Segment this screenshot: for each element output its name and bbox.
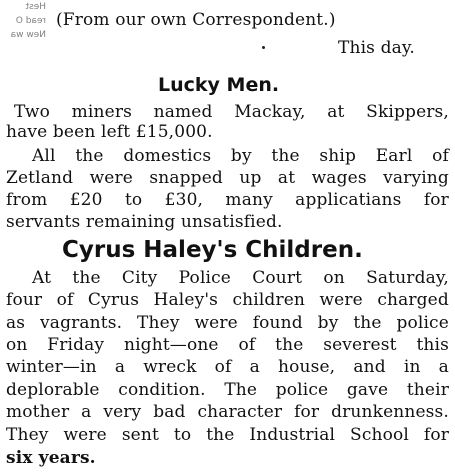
story-heading-cyrus-haleys-children: Cyrus Haley's Children. — [62, 237, 363, 263]
word: police — [396, 313, 449, 333]
word: the — [353, 313, 382, 333]
word: were — [319, 290, 363, 310]
word: Two — [14, 102, 50, 122]
story2-line8 — [6, 425, 449, 445]
word: City — [121, 268, 158, 288]
story1-para2-line3 — [6, 190, 449, 210]
word: many — [225, 190, 273, 210]
word: were — [89, 168, 133, 188]
word: Friday — [47, 335, 105, 355]
word: gave — [346, 380, 389, 400]
story2-line1 — [32, 268, 449, 288]
word: severest — [323, 335, 397, 355]
word: The — [224, 380, 258, 400]
story2-line5 — [6, 357, 449, 377]
word: £30, — [164, 190, 204, 210]
word: night—one — [124, 335, 219, 355]
story-heading-lucky-men: Lucky Men. — [158, 74, 280, 96]
word: named — [153, 102, 213, 122]
word: from — [6, 190, 48, 210]
word: a — [438, 357, 449, 377]
story1-para1-line2: have been left £15,000. — [6, 122, 213, 142]
word: for — [423, 425, 449, 445]
word: for — [294, 402, 320, 422]
word: the — [72, 268, 101, 288]
word: four — [6, 290, 43, 310]
word: £20 — [69, 190, 103, 210]
word: in — [403, 357, 421, 377]
word: Cyrus — [87, 290, 140, 310]
word: and — [353, 357, 386, 377]
word: were — [63, 425, 107, 445]
word: on — [6, 335, 28, 355]
word: Mackay, — [234, 102, 306, 122]
word: Saturday, — [366, 268, 449, 288]
word: of — [214, 357, 232, 377]
word: very — [103, 402, 142, 422]
word: deplorable — [6, 380, 100, 400]
word: by — [317, 313, 339, 333]
margin-fragment: New wa — [10, 30, 46, 40]
bleed-through-margin-text — [2, 0, 46, 52]
word: drunkenness. — [331, 402, 449, 422]
word: on — [323, 268, 345, 288]
word: vagrants. — [40, 313, 123, 333]
word: varying — [383, 168, 449, 188]
story1-para2-line1 — [32, 146, 449, 166]
word: winter—in — [6, 357, 97, 377]
word: All — [32, 146, 56, 166]
word: wreck — [143, 357, 197, 377]
story2-line4 — [6, 335, 449, 355]
story2-line6 — [6, 380, 449, 400]
word: a — [114, 357, 126, 377]
word: wages — [311, 168, 367, 188]
word: Zetland — [6, 168, 74, 188]
margin-fragment: read O — [15, 16, 46, 26]
word: the — [275, 335, 304, 355]
word: Haley's — [153, 290, 219, 310]
story2-line2 — [6, 290, 449, 310]
word: of — [432, 146, 449, 166]
word: the — [206, 425, 235, 445]
word: to — [124, 190, 143, 210]
word: condition. — [118, 380, 206, 400]
word: Police — [178, 268, 231, 288]
word: to — [173, 425, 192, 445]
word: They — [137, 313, 180, 333]
word: as — [6, 313, 26, 333]
word: house, — [277, 357, 336, 377]
ink-speck — [262, 46, 265, 49]
word: bad — [153, 402, 186, 422]
word: sent — [121, 425, 159, 445]
word: children — [232, 290, 306, 310]
word: mother — [6, 402, 70, 422]
byline: (From our own Correspondent.) — [56, 10, 336, 30]
word: applicatians — [295, 190, 402, 210]
word: up — [239, 168, 262, 188]
word: Earl — [375, 146, 413, 166]
word: Court — [252, 268, 303, 288]
story2-line3 — [6, 313, 449, 333]
word: a — [249, 357, 260, 377]
story2-line7 — [6, 402, 449, 422]
story1-para2-line4: servants remaining unsatisfied. — [6, 212, 283, 232]
word: Skippers, — [366, 102, 449, 122]
word: a — [81, 402, 92, 422]
word: of — [56, 290, 74, 310]
word: character — [197, 402, 283, 422]
word: School — [350, 425, 409, 445]
word: their — [406, 380, 449, 400]
word: domestics — [123, 146, 212, 166]
word: found — [252, 313, 303, 333]
story2-last-line: six years. — [6, 448, 96, 468]
word: snapped — [149, 168, 223, 188]
word: by — [230, 146, 252, 166]
word: this — [416, 335, 449, 355]
word: charged — [377, 290, 449, 310]
word: police — [275, 380, 329, 400]
story1-para2-line2 — [6, 168, 449, 188]
story1-para1-line1 — [14, 102, 449, 122]
dateline: This day. — [338, 38, 415, 58]
word: of — [238, 335, 256, 355]
word: Industrial — [249, 425, 336, 445]
word: ship — [319, 146, 356, 166]
word: At — [32, 268, 52, 288]
word: at — [327, 102, 345, 122]
word: They — [6, 425, 49, 445]
word: for — [423, 190, 449, 210]
word: the — [271, 146, 300, 166]
word: were — [194, 313, 238, 333]
word: at — [277, 168, 296, 188]
word: miners — [71, 102, 132, 122]
word: the — [75, 146, 104, 166]
margin-fragment: Hest — [25, 2, 46, 12]
